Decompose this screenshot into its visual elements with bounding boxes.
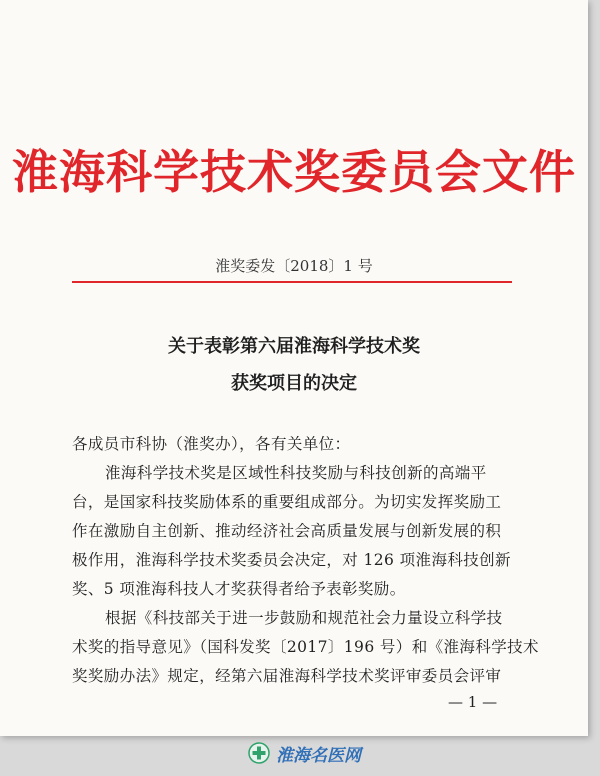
document-number: 淮奖委发〔2018〕1 号 xyxy=(215,257,373,275)
body-line: 奖、5 项淮海科技人才奖获得者给予表彰奖励。 xyxy=(72,580,406,598)
body-line: 根据《科技部关于进一步鼓励和规范社会力量设立科学技 xyxy=(105,609,503,627)
body-line: 作在激励自主创新、推动经济社会高质量发展与创新发展的积 xyxy=(72,522,502,540)
page-number: — 1 — xyxy=(448,693,498,711)
body-line: 淮海科学技术奖是区域性科技奖励与科技创新的高端平 xyxy=(105,464,487,482)
decision-title-line1: 关于表彰第六届淮海科学技术奖 xyxy=(168,336,420,357)
document-header-title: 淮海科学技术奖委员会文件 xyxy=(12,145,576,199)
body-line: 奖奖励办法》规定，经第六届淮海科学技术奖评审委员会评审 xyxy=(72,667,502,685)
body-line: 极作用，淮海科学技术奖委员会决定，对 126 项淮海科技创新 xyxy=(72,551,511,569)
decision-title-line2: 获奖项目的决定 xyxy=(231,373,357,394)
salutation-line: 各成员市科协（淮奖办），各有关单位： xyxy=(72,435,351,453)
watermark-text: 淮海名医网 xyxy=(276,745,361,766)
watermark-logo xyxy=(248,738,361,768)
body-line: 术奖的指导意见》（国科发奖〔2017〕196 号）和《淮海科学技术 xyxy=(72,638,539,656)
medical-cross-icon xyxy=(248,742,270,764)
header-red-rule xyxy=(72,281,512,283)
body-line: 台，是国家科技奖励体系的重要组成部分。为切实发挥奖励工 xyxy=(72,493,502,511)
